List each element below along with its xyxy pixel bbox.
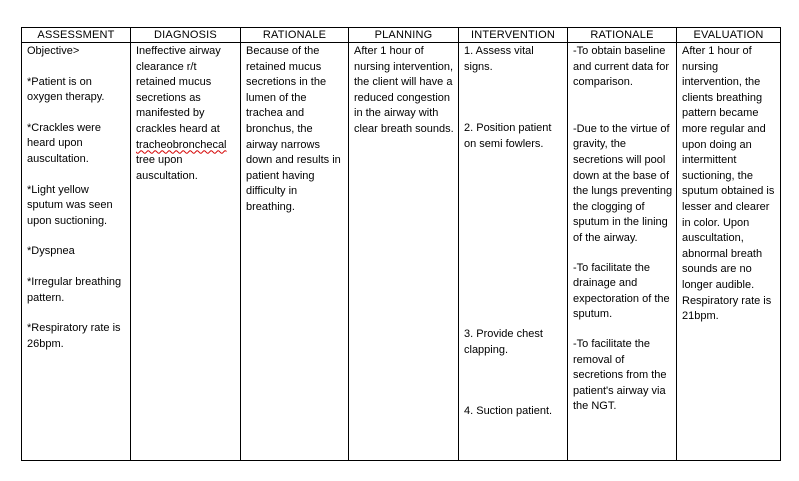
header-rationale-intervention: RATIONALE xyxy=(568,28,677,43)
rationale-diagnosis-cell xyxy=(241,43,349,461)
header-assessment: ASSESSMENT xyxy=(22,28,131,43)
header-intervention: INTERVENTION xyxy=(459,28,568,43)
rationale-intervention-item: -To facilitate the removal of secretions from the patient's airway via the NGT. xyxy=(573,337,667,413)
planning-cell xyxy=(349,43,459,461)
header-row xyxy=(22,28,781,43)
header-evaluation: EVALUATION xyxy=(677,28,781,43)
care-plan-table-wrapper xyxy=(21,27,780,461)
planning-text: After 1 hour of nursing intervention, the client will have a reduced congestion in the airway with clear breath sounds. xyxy=(354,45,454,135)
assessment-item: *Light yellow sputum was seen upon suctioning. xyxy=(27,183,113,227)
rationale-intervention-cell xyxy=(568,43,677,461)
intervention-item: 4. Suction patient. xyxy=(464,404,553,417)
assessment-item: *Patient is on oxygen therapy. xyxy=(27,75,105,104)
diagnosis-text-end: tree upon auscultation. xyxy=(136,154,198,182)
evaluation-text: After 1 hour of nursing intervention, the clients breathing pattern became more regular and upon doing an intermittent suctioning, the sputum obtained is lesser and clearer in color. Upon auscultation, abnormal breath sounds are no longer audible. Respiratory rate is 21bpm. xyxy=(682,45,775,323)
rationale-intervention-item: -To facilitate the drainage and expectoration of the sputum. xyxy=(573,261,670,321)
intervention-cell xyxy=(459,43,568,461)
intervention-item: 1. Assess vital signs. xyxy=(464,45,534,73)
assessment-item: *Crackles were heard upon auscultation. xyxy=(27,121,101,165)
intervention-item: 2. Position patient on semi fowlers. xyxy=(464,122,552,150)
assessment-label: Objective> xyxy=(27,45,80,57)
header-rationale: RATIONALE xyxy=(241,28,349,43)
rationale-intervention-item: -Due to the virtue of gravity, the secretions will pool down at the base of the lungs preventing the clogging of sputum in the lining of the airway. xyxy=(573,122,673,244)
rationale-diagnosis-text: Because of the retained mucus secretions in the lumen of the trachea and bronchus, the airway narrows down and results in patient having difficulty in breathing. xyxy=(246,45,341,213)
rationale-intervention-item: -To obtain baseline and current data for comparison. xyxy=(573,45,670,89)
evaluation-cell xyxy=(677,43,781,461)
assessment-cell xyxy=(22,43,131,461)
intervention-item: 3. Provide chest clapping. xyxy=(464,328,543,356)
diagnosis-text: Ineffective airway clearance r/t retained mucus secretions as manifested by crackles heard at xyxy=(136,45,221,135)
content-row xyxy=(22,43,781,461)
misspelled-word: tracheobronchecal xyxy=(136,138,227,151)
header-diagnosis: DIAGNOSIS xyxy=(131,28,241,43)
assessment-item: *Dyspnea xyxy=(27,245,75,258)
diagnosis-cell xyxy=(131,43,241,461)
header-planning: PLANNING xyxy=(349,28,459,43)
assessment-item: *Irregular breathing pattern. xyxy=(27,275,122,304)
nursing-care-plan-table xyxy=(21,27,781,461)
assessment-item: *Respiratory rate is 26bpm. xyxy=(27,322,121,350)
